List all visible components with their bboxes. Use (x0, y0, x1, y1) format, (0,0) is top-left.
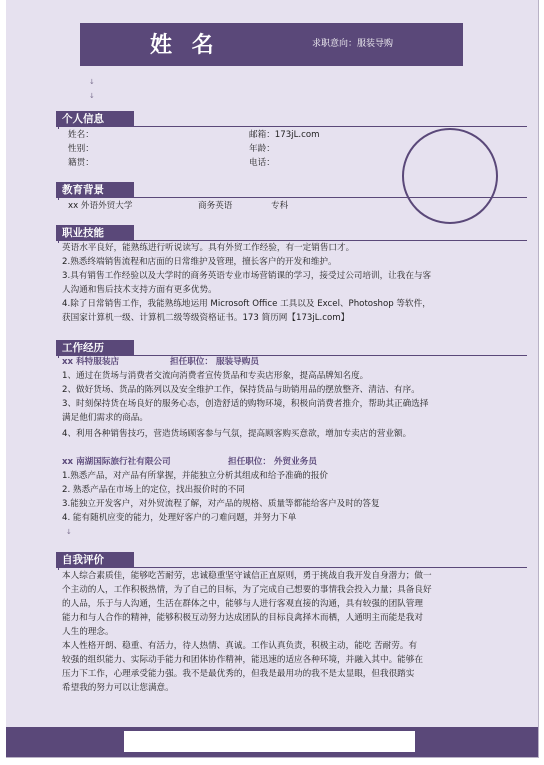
section-experience: 工作经历 (56, 340, 134, 356)
resume-page: 姓 名 求职意向：服装导购 ↓ ↓ 个人信息 姓名： 性别： 籍贯： 邮箱：173jL.com 年龄： 电话： 教育背景 xx 外语外贸大学 商务英语 专科 职业技能 英语水平良好，能熟练进行听说读写。具有外贸工作经验，有一定销售口才。 2.熟悉终端销售流程和店面的日常维护及管理，擅长客户的开发和维护。 3.具有销售工作经验以及大学时的商务英语专业市场营销课的学习，接受过公司培训，让我在与客 人沟通和售后技术支持方面有更多优势。 4.除了日常销售工作，我能熟练地运用 Microsoft Office 工具以及 Excel、Photoshop 等软件， 获国家计算机一级、计算机二级等级资格证书。173 简历网【173jL.com】 工作经历 xx 科特服装店 担任职位： 服装导购员 1、通过在货场与消费者交流向消费者宣传货品和专卖店形象，提高品牌知名度。 2、做好货场、货品的陈列以及安全维护工作，保持货品与助销用品的摆放整齐、清洁、有序。 3、时刻保持货在场良好的服务心态，创造舒适的购物环境，积极向消费者推介，帮助其正确选择 满足他们需求的商品。 4、利用各种销售技巧，营造货场顾客参与气氛，提高顾客购买意欲，增加专卖店的营业额。 xx 南湖国际旅行社有限公司 担任职位： 外贸业务员 1.熟悉产品，对产品有所掌握，并能独立分析其组成和给予准确的报价 2. 熟悉产品在市场上的定位，找出报价时的不同 3.能独立开发客户，对外贸流程了解，对产品的规格、质量等都能给客户及时的答复 4. 能有随机应变的能力，处理好客户的刁难问题，并努力下单 ↓ 自我评价 本人综合素质佳，能够吃苦耐劳，忠诚稳重坚守诚信正直原则，勇于挑战自我开发自身潜力；做一 个主动的人，工作积极热情，为了自己的目标，为了完成自己想要的事情我会投入力量；具备良好 的人品，乐于与人沟通，生活在群体之中，能够与人进行客观直接的沟通，具有较强的团队管理 能力和与人合作的精神，能够积极互动努力达成团队的目标良禽择木而栖，人通明主而能是我对 人生的理念。 本人性格开朗、稳重、有活力，待人热情、真诚。工作认真负责，积极主动，能吃 苦耐劳。有 较强的组织能力、实际动手能力和团体协作精神，能迅速的适应各种环境，并融入其中。能够在 压力下工作，心理承受能力强。我不是最优秀的，但我是最用功的我不是太显眼，但我很踏实 希望我的努力可以让您满意。 (0, 0, 544, 765)
evaluation-line: 本人综合素质佳，能够吃苦耐劳，忠诚稳重坚守诚信正直原则，勇于挑战自我开发自身潜力；做一 (62, 571, 432, 581)
job-company: xx 南湖国际旅行社有限公司 (62, 457, 171, 467)
name-label: 姓名： (68, 130, 94, 140)
skills-line: 获国家计算机一级、计算机二级等级资格证书。173 简历网【173jL.com】 (62, 313, 350, 323)
degree-name: 专科 (271, 201, 289, 211)
header-banner (80, 23, 463, 66)
job-line: 4、利用各种销售技巧，营造货场顾客参与气氛，提高顾客购买意欲，增加专卖店的营业额。 (62, 429, 412, 439)
section-tick (58, 111, 59, 129)
evaluation-line: 个主动的人，工作积极热情，为了自己的目标，为了完成自己想要的事情我会投入力量；具备良好 (62, 585, 432, 595)
job-line: 2. 熟悉产品在市场上的定位，找出报价时的不同 (62, 485, 245, 495)
hometown-label: 籍贯： (68, 158, 94, 168)
footer-box (124, 731, 415, 752)
candidate-name: 姓 名 (150, 33, 220, 58)
job-position: 担任职位： 外贸业务员 (228, 457, 317, 467)
skills-line: 4.除了日常销售工作，我能熟练地运用 Microsoft Office 工具以及 Excel、Photoshop 等软件， (62, 299, 431, 309)
job-line: 2、做好货场、货品的陈列以及安全维护工作，保持货品与助销用品的摆放整齐、清洁、有序。 (62, 385, 420, 395)
job-line: 1、通过在货场与消费者交流向消费者宣传货品和专卖店形象，提高品牌知名度。 (62, 371, 369, 381)
job-line: 4. 能有随机应变的能力，处理好客户的刁难问题，并努力下单 (62, 513, 297, 523)
evaluation-line: 的人品，乐于与人沟通，生活在群体之中，能够与人进行客观直接的沟通，具有较强的团队管理 (62, 599, 423, 609)
evaluation-line: 较强的组织能力、实际动手能力和团体协作精神，能迅速的适应各种环境，并融入其中。能够在 (62, 655, 423, 665)
job-line: 3、时刻保持货在场良好的服务心态，创造舒适的购物环境，积极向消费者推介，帮助其正确选择 (62, 399, 429, 409)
job-company: xx 科特服装店 (62, 357, 120, 367)
section-tick (58, 182, 59, 200)
photo-placeholder (402, 128, 498, 224)
job-line: 1.熟悉产品，对产品有所掌握，并能独立分析其组成和给予准确的报价 (62, 471, 329, 481)
skills-line: 人沟通和售后技术支持方面有更多优势。 (62, 285, 217, 295)
section-self-evaluation: 自我评价 (56, 552, 134, 568)
evaluation-line: 希望我的努力可以让您满意。 (62, 683, 174, 693)
skills-line: 3.具有销售工作经验以及大学时的商务英语专业市场营销课的学习，接受过公司培训，让我在与客 (62, 271, 432, 281)
job-position: 担任职位： 服装导购员 (170, 357, 259, 367)
evaluation-line: 压力下工作，心理承受能力强。我不是最优秀的，但我是最用功的我不是太显眼，但我很踏实 (62, 669, 415, 679)
section-personal-info: 个人信息 (56, 111, 134, 127)
job-intent: 求职意向：服装导购 (312, 39, 394, 49)
evaluation-line: 人生的理念。 (62, 627, 114, 637)
job-line: 3.能独立开发客户，对外贸流程了解，对产品的规格、质量等都能给客户及时的答复 (62, 499, 380, 509)
email-label: 邮箱：173jL.com (249, 130, 320, 140)
section-education: 教育背景 (56, 182, 134, 198)
skills-line: 英语水平良好，能熟练进行听说读写。具有外贸工作经验，有一定销售口才。 (62, 243, 355, 253)
section-skills: 职业技能 (56, 225, 134, 241)
evaluation-line: 能力和与人合作的精神，能够积极互动努力达成团队的目标良禽择木而栖，人通明主而能是我对 (62, 613, 423, 623)
job-line: 满足他们需求的商品。 (62, 413, 148, 423)
section-tick (58, 340, 59, 358)
major-name: 商务英语 (198, 201, 233, 211)
evaluation-line: 本人性格开朗、稳重、有活力，待人热情、真诚。工作认真负责，积极主动，能吃 苦耐劳。有 (62, 641, 418, 651)
skills-line: 2.熟悉终端销售流程和店面的日常维护及管理，擅长客户的开发和维护。 (62, 257, 337, 267)
age-label: 年龄： (249, 144, 275, 154)
section-tick (58, 552, 59, 570)
phone-label: 电话： (249, 158, 275, 168)
gender-label: 性别： (68, 144, 94, 154)
school-name: xx 外语外贸大学 (68, 201, 133, 211)
section-tick (58, 225, 59, 243)
